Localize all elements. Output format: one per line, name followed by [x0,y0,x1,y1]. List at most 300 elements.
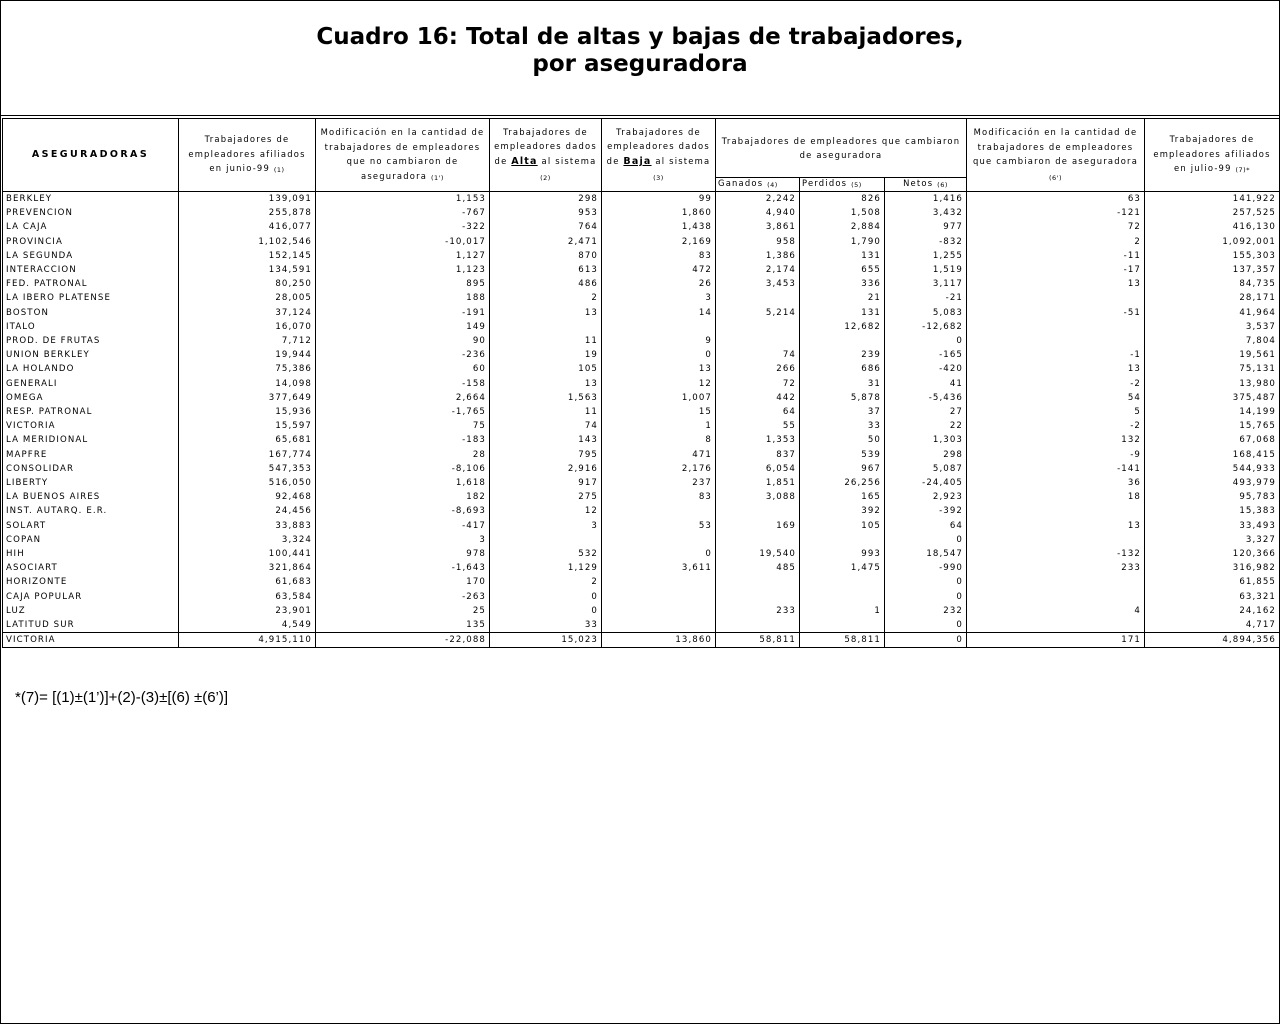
value-cell: -51 [967,306,1145,320]
value-cell: 13 [967,362,1145,376]
value-cell: 18,547 [885,547,967,561]
insurer-name-cell: HIH [3,547,179,561]
value-cell: 232 [885,604,967,618]
value-cell: 486 [490,277,602,291]
value-cell: 64 [885,519,967,533]
insurer-name-cell: INTERACCION [3,263,179,277]
value-cell: 0 [885,590,967,604]
value-cell: 1,563 [490,391,602,405]
insurers-table [2,118,1280,648]
value-cell: 12 [490,504,602,518]
value-cell: 149 [316,320,490,334]
value-cell: 13 [490,306,602,320]
value-cell: 74 [490,419,602,433]
value-cell: 0 [885,575,967,589]
insurer-name-cell: CAJA POPULAR [3,590,179,604]
value-cell: 41,964 [1145,306,1280,320]
value-cell: 74 [716,348,800,362]
header-altas: Trabajadores de empleadores dados de Alta al sistema (2) [490,119,602,192]
table-row [3,348,1280,362]
insurer-name-cell: RESP. PATRONAL [3,405,179,419]
value-cell: 131 [800,249,885,263]
value-cell: 336 [800,277,885,291]
title-line-2: por aseguradora [532,51,748,77]
insurer-name-cell: LA SEGUNDA [3,249,179,263]
insurer-name-cell: PROD. DE FRUTAS [3,334,179,348]
value-cell: 3,861 [716,220,800,234]
value-cell: 1,860 [602,206,716,220]
value-cell: 266 [716,362,800,376]
insurer-name-cell: COPAN [3,533,179,547]
table-body [3,192,1280,633]
value-cell: 16,070 [179,320,316,334]
value-cell: 1,508 [800,206,885,220]
value-cell [602,590,716,604]
value-cell: -24,405 [885,476,967,490]
footnote: *(7)= [(1)±(1’)]+(2)-(3)±[(6) ±(6’)] [15,689,229,706]
table-row [3,590,1280,604]
value-cell: 544,933 [1145,462,1280,476]
insurer-name-cell: LIBERTY [3,476,179,490]
value-cell: 141,922 [1145,192,1280,207]
value-cell [602,604,716,618]
insurer-name-cell: PREVENCION [3,206,179,220]
value-cell: 1,790 [800,235,885,249]
value-cell: 2,176 [602,462,716,476]
value-cell: 442 [716,391,800,405]
value-cell: 5 [967,405,1145,419]
value-cell: 12 [602,377,716,391]
header-ganados: Ganados (4) [716,178,800,192]
value-cell: 165 [800,490,885,504]
value-cell: 75,386 [179,362,316,376]
value-cell: 1 [800,604,885,618]
value-cell [967,334,1145,348]
value-cell: 63,584 [179,590,316,604]
value-cell: -132 [967,547,1145,561]
value-cell: 24,456 [179,504,316,518]
value-cell: 3,117 [885,277,967,291]
value-cell [602,320,716,334]
insurer-name-cell: HORIZONTE [3,575,179,589]
value-cell: 1,386 [716,249,800,263]
value-cell: 1,123 [316,263,490,277]
value-cell: 13 [602,362,716,376]
header-junio: Trabajadores de empleadores afiliados en junio-99 (1) [179,119,316,192]
value-cell: 3 [316,533,490,547]
value-cell: 105 [800,519,885,533]
value-cell: 0 [602,348,716,362]
value-cell [967,590,1145,604]
value-cell: 60 [316,362,490,376]
value-cell [602,575,716,589]
value-cell: 0 [490,604,602,618]
value-cell: 139,091 [179,192,316,207]
value-cell [967,533,1145,547]
total-row [3,633,1280,648]
value-cell: -21 [885,291,967,305]
value-cell: 967 [800,462,885,476]
value-cell: 233 [716,604,800,618]
insurer-name-cell: PROVINCIA [3,235,179,249]
value-cell: 53 [602,519,716,533]
value-cell [800,590,885,604]
value-cell: 26,256 [800,476,885,490]
value-cell: 3 [490,519,602,533]
value-cell: 65,681 [179,433,316,447]
value-cell: 120,366 [1145,547,1280,561]
value-cell: 84,735 [1145,277,1280,291]
value-cell: 13 [490,377,602,391]
value-cell: 485 [716,561,800,575]
value-cell: 1,007 [602,391,716,405]
value-cell: -990 [885,561,967,575]
value-cell: 255,878 [179,206,316,220]
table-row [3,206,1280,220]
value-cell: 132 [967,433,1145,447]
table-row [3,547,1280,561]
value-cell: 2 [967,235,1145,249]
value-cell: 1,475 [800,561,885,575]
value-cell: 143 [490,433,602,447]
value-cell: 15 [602,405,716,419]
value-cell: 239 [800,348,885,362]
value-cell: -767 [316,206,490,220]
value-cell: 516,050 [179,476,316,490]
value-cell: 4,717 [1145,618,1280,633]
value-cell: 14 [602,306,716,320]
value-cell: 19,561 [1145,348,1280,362]
value-cell: 4 [967,604,1145,618]
value-cell: 15,383 [1145,504,1280,518]
value-cell: 316,982 [1145,561,1280,575]
value-cell: -158 [316,377,490,391]
value-cell: 7,712 [179,334,316,348]
insurer-name-cell: UNION BERKLEY [3,348,179,362]
header-julio: Trabajadores de empleadores afiliados en julio-99 (7)* [1145,119,1280,192]
total-value-cell: 4,894,356 [1145,633,1280,648]
value-cell: 5,087 [885,462,967,476]
value-cell: 2,923 [885,490,967,504]
value-cell: 764 [490,220,602,234]
value-cell: 182 [316,490,490,504]
value-cell: 1,129 [490,561,602,575]
value-cell: 13,980 [1145,377,1280,391]
insurer-name-cell: LUZ [3,604,179,618]
table-row [3,533,1280,547]
value-cell: 167,774 [179,448,316,462]
value-cell: 67,068 [1145,433,1280,447]
value-cell: 80,250 [179,277,316,291]
value-cell: 13 [967,277,1145,291]
value-cell: 15,936 [179,405,316,419]
insurer-name-cell: GENERALI [3,377,179,391]
value-cell: 26 [602,277,716,291]
value-cell: 1 [602,419,716,433]
value-cell: 298 [885,448,967,462]
value-cell: -322 [316,220,490,234]
value-cell: 978 [316,547,490,561]
value-cell: 686 [800,362,885,376]
value-cell: 14,098 [179,377,316,391]
value-cell: -17 [967,263,1145,277]
value-cell: 2,916 [490,462,602,476]
value-cell: -141 [967,462,1145,476]
value-cell [967,320,1145,334]
table-row [3,604,1280,618]
table-row [3,306,1280,320]
value-cell: 233 [967,561,1145,575]
insurer-name-cell: LA CAJA [3,220,179,234]
value-cell [602,533,716,547]
table-row [3,462,1280,476]
value-cell: 416,077 [179,220,316,234]
total-value-cell: 58,811 [716,633,800,648]
value-cell: 152,145 [179,249,316,263]
value-cell: 18 [967,490,1145,504]
value-cell: 2 [490,291,602,305]
value-cell: 977 [885,220,967,234]
insurer-name-cell: CONSOLIDAR [3,462,179,476]
insurer-name-cell: LA BUENOS AIRES [3,490,179,504]
value-cell: -832 [885,235,967,249]
table-row [3,405,1280,419]
value-cell [490,320,602,334]
value-cell: 11 [490,334,602,348]
value-cell: -165 [885,348,967,362]
table-row [3,519,1280,533]
value-cell [716,590,800,604]
value-cell: 275 [490,490,602,504]
value-cell: 0 [602,547,716,561]
value-cell: 377,649 [179,391,316,405]
value-cell: 5,878 [800,391,885,405]
value-cell: 1,851 [716,476,800,490]
table-row [3,249,1280,263]
value-cell: 61,855 [1145,575,1280,589]
value-cell: 27 [885,405,967,419]
value-cell: -1 [967,348,1145,362]
value-cell [716,334,800,348]
insurer-name-cell: INST. AUTARQ. E.R. [3,504,179,518]
insurer-name-cell: LATITUD SUR [3,618,179,633]
value-cell: 168,415 [1145,448,1280,462]
value-cell: -2 [967,377,1145,391]
value-cell: 1,416 [885,192,967,207]
value-cell: 2,884 [800,220,885,234]
value-cell: 9 [602,334,716,348]
value-cell [716,575,800,589]
value-cell: 958 [716,235,800,249]
value-cell [602,504,716,518]
value-cell [967,291,1145,305]
value-cell: 375,487 [1145,391,1280,405]
value-cell: 72 [716,377,800,391]
value-cell: 4,549 [179,618,316,633]
table-row [3,263,1280,277]
value-cell: 1,153 [316,192,490,207]
table-row [3,504,1280,518]
value-cell: 15,597 [179,419,316,433]
value-cell: 2,471 [490,235,602,249]
value-cell: 99 [602,192,716,207]
total-value-cell: 0 [885,633,967,648]
value-cell: -8,693 [316,504,490,518]
value-cell: 1,353 [716,433,800,447]
value-cell: 28,171 [1145,291,1280,305]
insurer-name-cell: ITALO [3,320,179,334]
header-modificacion-cambiaron: Modificación en la cantidad de trabajadores de empleadores que cambiaron de aseguradora (6') [967,119,1145,192]
table-row [3,192,1280,207]
value-cell: 4,940 [716,206,800,220]
value-cell: 24,162 [1145,604,1280,618]
value-cell: 1,255 [885,249,967,263]
value-cell: 14,199 [1145,405,1280,419]
value-cell: 22 [885,419,967,433]
value-cell: 3,088 [716,490,800,504]
header-cambiaron-aseguradora: Trabajadores de empleadores que cambiaron de aseguradora [716,119,967,178]
value-cell: -183 [316,433,490,447]
value-cell: 31 [800,377,885,391]
value-cell: 15,765 [1145,419,1280,433]
value-cell: -1,643 [316,561,490,575]
value-cell: 416,130 [1145,220,1280,234]
value-cell: 472 [602,263,716,277]
value-cell: 1,519 [885,263,967,277]
value-cell [967,618,1145,633]
value-cell: -8,106 [316,462,490,476]
value-cell: 257,525 [1145,206,1280,220]
value-cell: 95,783 [1145,490,1280,504]
value-cell: 1,303 [885,433,967,447]
header-bajas: Trabajadores de empleadores dados de Baja al sistema (3) [602,119,716,192]
value-cell: 1,438 [602,220,716,234]
value-cell: 23,901 [179,604,316,618]
value-cell: -191 [316,306,490,320]
value-cell: 953 [490,206,602,220]
insurer-name-cell: LA IBERO PLATENSE [3,291,179,305]
insurer-name-cell: OMEGA [3,391,179,405]
value-cell: 2,174 [716,263,800,277]
value-cell: 6,054 [716,462,800,476]
value-cell: 471 [602,448,716,462]
value-cell [800,533,885,547]
value-cell: 63,321 [1145,590,1280,604]
value-cell [967,504,1145,518]
value-cell: 137,357 [1145,263,1280,277]
value-cell: 837 [716,448,800,462]
value-cell: -263 [316,590,490,604]
table-row [3,362,1280,376]
value-cell [800,575,885,589]
value-cell: -420 [885,362,967,376]
table-row [3,476,1280,490]
value-cell: 19,944 [179,348,316,362]
value-cell: 0 [885,618,967,633]
table-row [3,235,1280,249]
table-row [3,320,1280,334]
value-cell: 37,124 [179,306,316,320]
value-cell: 33,493 [1145,519,1280,533]
value-cell: -10,017 [316,235,490,249]
value-cell [716,618,800,633]
value-cell [490,533,602,547]
value-cell: 134,591 [179,263,316,277]
title-separator [0,115,1280,116]
value-cell: 7,804 [1145,334,1280,348]
total-value-cell: 13,860 [602,633,716,648]
value-cell: -9 [967,448,1145,462]
value-cell: 0 [885,533,967,547]
header-aseguradoras: ASEGURADORAS [3,119,179,192]
title-line-1: Cuadro 16: Total de altas y bajas de trabajadores, [316,24,964,50]
table-row [3,391,1280,405]
value-cell: 321,864 [179,561,316,575]
value-cell: 13 [967,519,1145,533]
value-cell [800,334,885,348]
value-cell: 83 [602,490,716,504]
value-cell: -417 [316,519,490,533]
value-cell: 155,303 [1145,249,1280,263]
value-cell: 0 [490,590,602,604]
value-cell: 19,540 [716,547,800,561]
value-cell [602,618,716,633]
value-cell: 613 [490,263,602,277]
table-row [3,448,1280,462]
value-cell: 2,169 [602,235,716,249]
value-cell: 826 [800,192,885,207]
value-cell: 1,127 [316,249,490,263]
value-cell: 36 [967,476,1145,490]
value-cell: 5,214 [716,306,800,320]
value-cell [716,533,800,547]
value-cell: 2,664 [316,391,490,405]
insurer-name-cell: LA MERIDIONAL [3,433,179,447]
value-cell: 0 [885,334,967,348]
value-cell: 2,242 [716,192,800,207]
value-cell: 870 [490,249,602,263]
value-cell: 55 [716,419,800,433]
insurer-name-cell: VICTORIA [3,419,179,433]
value-cell: 917 [490,476,602,490]
value-cell: 3,327 [1145,533,1280,547]
insurer-name-cell: BERKLEY [3,192,179,207]
value-cell: 100,441 [179,547,316,561]
value-cell: 1,618 [316,476,490,490]
value-cell: 3,324 [179,533,316,547]
value-cell: 75,131 [1145,362,1280,376]
value-cell: 72 [967,220,1145,234]
insurer-name-cell: FED. PATRONAL [3,277,179,291]
value-cell: 12,682 [800,320,885,334]
table-row [3,277,1280,291]
value-cell: 532 [490,547,602,561]
value-cell: 63 [967,192,1145,207]
value-cell: 83 [602,249,716,263]
value-cell: 28 [316,448,490,462]
value-cell: 61,683 [179,575,316,589]
value-cell: 170 [316,575,490,589]
header-modificacion-no-cambiaron: Modificación en la cantidad de trabajadores de empleadores que no cambiaron de aseguradora (1') [316,119,490,192]
total-value-cell: 58,811 [800,633,885,648]
value-cell: -236 [316,348,490,362]
value-cell: 90 [316,334,490,348]
value-cell: 237 [602,476,716,490]
value-cell: 493,979 [1145,476,1280,490]
value-cell: -392 [885,504,967,518]
value-cell: 21 [800,291,885,305]
table-row [3,618,1280,633]
